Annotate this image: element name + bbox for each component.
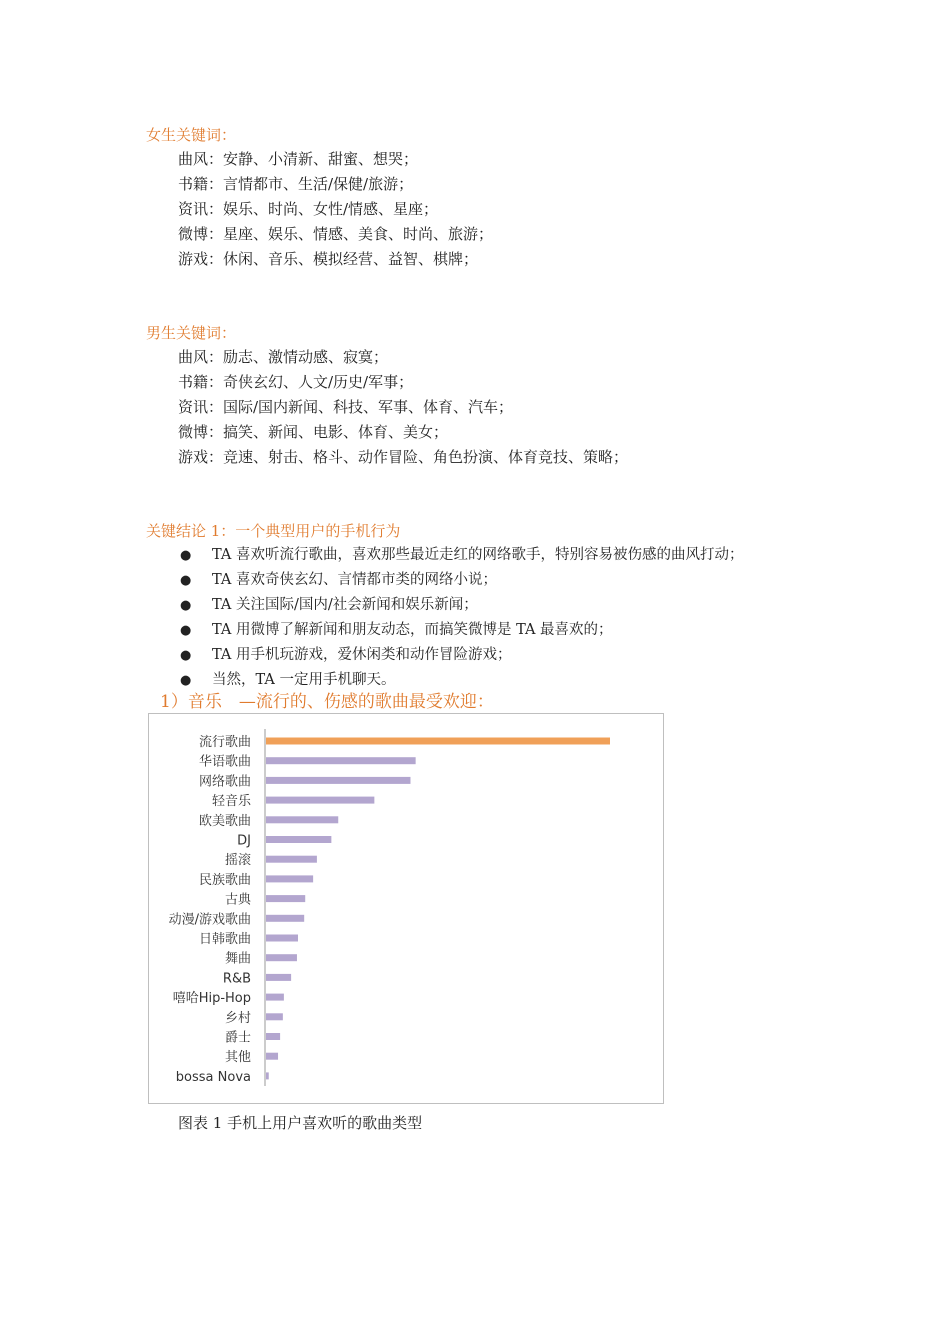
female-keyword-line: 曲风：安静、小清新、甜蜜、想哭； — [178, 150, 419, 168]
bullet-text: TA 喜欢听流行歌曲，喜欢那些最近走红的网络歌手，特别容易被伤感的曲风打动； — [212, 547, 744, 563]
list-item — [146, 643, 866, 668]
category-tick-label: 其他 — [224, 1050, 251, 1066]
category-tick-label: 流行歌曲 — [198, 735, 251, 750]
chart-caption: 图表 1 手机上用户喜欢听的歌曲类型 — [178, 1114, 423, 1132]
female-keyword-line: 游戏：休闲、音乐、模拟经营、益智、棋牌； — [178, 250, 479, 268]
bullet-icon: ● — [180, 623, 192, 638]
bullet-icon: ● — [180, 673, 192, 688]
chart-bar — [266, 1033, 280, 1040]
music-genre-chart — [148, 713, 664, 1104]
male-keyword-line: 书籍：奇侠玄幻、人文/历史/军事； — [178, 373, 414, 391]
bullet-text: 当然，TA 一定用手机聊天。 — [212, 672, 396, 688]
bullet-text: TA 用手机玩游戏，爱休闲类和动作冒险游戏； — [212, 647, 512, 663]
male-keyword-line: 微博：搞笑、新闻、电影、体育、美女； — [178, 423, 449, 441]
bullet-text: TA 用微博了解新闻和朋友动态，而搞笑微博是 TA 最喜欢的； — [212, 622, 613, 638]
chart-bar — [266, 1053, 278, 1060]
list-item — [146, 568, 866, 593]
chart-bar — [266, 836, 331, 843]
chart-bar — [266, 954, 297, 961]
male-keywords-section — [146, 321, 866, 470]
male-keyword-line: 资讯：国际/国内新闻、科技、军事、体育、汽车； — [178, 398, 514, 416]
bullet-icon: ● — [180, 573, 192, 588]
chart-bar — [266, 797, 374, 804]
category-tick-label: R&B — [222, 971, 251, 987]
chart-bar — [266, 994, 284, 1001]
chart-bar — [266, 935, 298, 942]
male-keyword-line: 曲风：励志、激情动感、寂寞； — [178, 348, 389, 366]
category-tick-label: 爵士 — [224, 1030, 251, 1046]
chart-bar — [266, 816, 338, 823]
category-tick-label: 嘻哈Hip-Hop — [172, 991, 251, 1007]
conclusion-section — [146, 519, 866, 693]
category-tick-label: 舞曲 — [224, 951, 251, 967]
category-tick-label: 日韩歌曲 — [198, 932, 251, 947]
chart-bar — [266, 1072, 269, 1079]
male-keywords-heading: 男生关键词： — [146, 324, 237, 342]
female-keyword-line: 微博：星座、娱乐、情感、美食、时尚、旅游； — [178, 225, 494, 243]
category-tick-label: 乡村 — [224, 1010, 251, 1026]
conclusion-heading: 关键结论 1：一个典型用户的手机行为 — [146, 522, 401, 540]
chart-bar — [266, 875, 313, 882]
bullet-icon: ● — [180, 548, 192, 563]
category-tick-label: 轻音乐 — [211, 794, 251, 810]
chart-bar — [266, 974, 291, 981]
conclusion-bullet-list — [146, 543, 866, 693]
bar-chart-svg — [149, 714, 663, 1103]
bullet-text: TA 喜欢奇侠玄幻、言情都市类的网络小说； — [212, 572, 497, 588]
list-item — [146, 618, 866, 643]
bullet-icon: ● — [180, 648, 192, 663]
music-section-title: 1）音乐 —流行的、伤感的歌曲最受欢迎： — [160, 692, 494, 712]
female-keywords-section — [146, 123, 866, 272]
chart-bar — [266, 777, 410, 784]
category-tick-label: 欧美歌曲 — [198, 813, 251, 829]
category-tick-label: 古典 — [224, 892, 251, 908]
male-keyword-line: 游戏：竞速、射击、格斗、动作冒险、角色扮演、体育竞技、策略； — [178, 448, 629, 466]
category-tick-label: 网络歌曲 — [198, 774, 251, 790]
bullet-text: TA 关注国际/国内/社会新闻和娱乐新闻； — [212, 597, 478, 613]
chart-bar — [266, 895, 305, 902]
category-tick-label: DJ — [237, 833, 251, 849]
female-keywords-heading: 女生关键词： — [146, 126, 237, 144]
chart-bar — [266, 757, 416, 764]
category-tick-label: 华语歌曲 — [198, 754, 251, 770]
category-tick-label: 摇滚 — [224, 853, 251, 869]
list-item — [146, 593, 866, 618]
chart-bar — [266, 738, 610, 745]
chart-bar — [266, 915, 304, 922]
female-keyword-line: 书籍：言情都市、生活/保健/旅游； — [178, 175, 414, 193]
chart-bar — [266, 856, 317, 863]
list-item — [146, 543, 866, 568]
category-tick-label: bossa Nova — [175, 1069, 251, 1085]
category-tick-label: 民族歌曲 — [198, 872, 251, 888]
chart-bar — [266, 1013, 283, 1020]
bullet-icon: ● — [180, 598, 192, 613]
category-tick-label: 动漫/游戏歌曲 — [168, 912, 251, 928]
female-keyword-line: 资讯：娱乐、时尚、女性/情感、星座； — [178, 200, 439, 218]
